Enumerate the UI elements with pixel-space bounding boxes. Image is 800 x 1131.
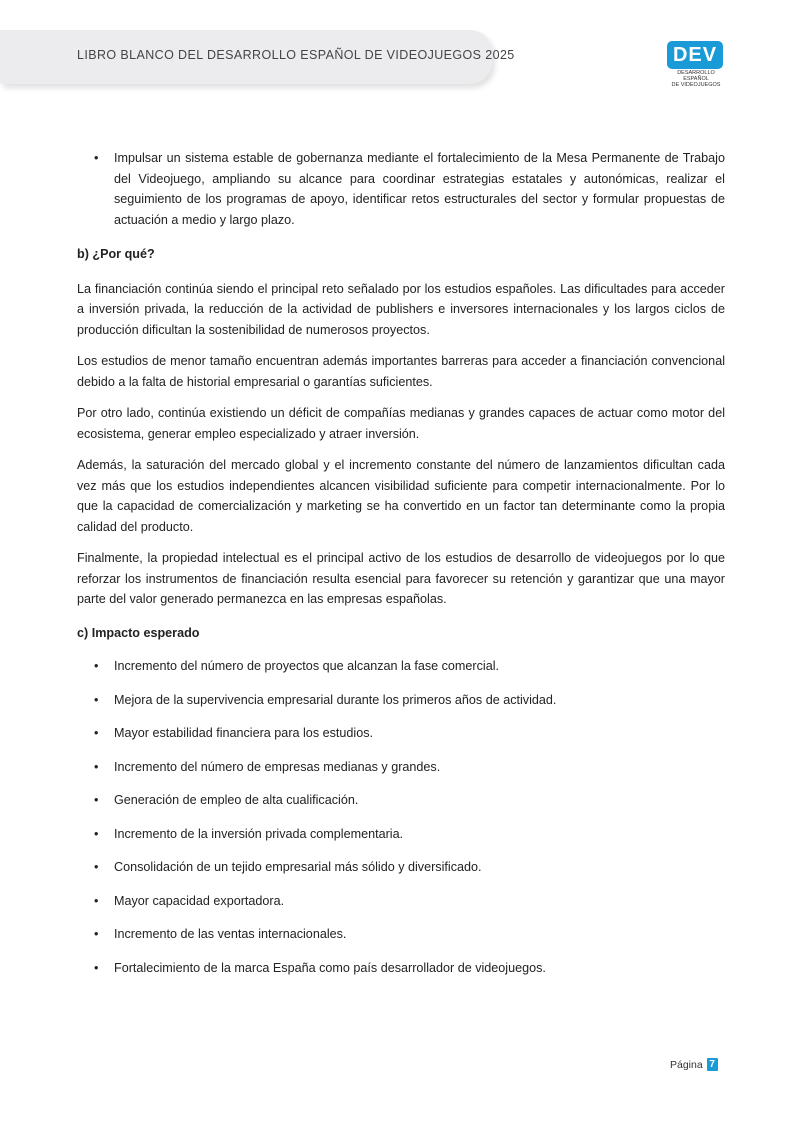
paragraph: Por otro lado, continúa existiendo un déficit de compañías medianas y grandes capaces de actuar como motor del ecosistema, generar empleo especializado y atraer inversión. [77, 406, 725, 441]
bullet-icon: • [94, 893, 99, 908]
list-item-text: Incremento de la inversión privada complementaria. [114, 826, 404, 841]
page-footer [670, 1058, 718, 1071]
list-item [77, 924, 725, 945]
list-item-text: Incremento de las ventas internacionales. [114, 927, 347, 941]
list-item [77, 148, 725, 230]
list-item [77, 757, 725, 778]
paragraph: Los estudios de menor tamaño encuentran además importantes barreras para acceder a financiación convencional debido a la falta de historial empresarial o garantías suficientes. [77, 354, 725, 389]
paragraph: La financiación continúa siendo el principal reto señalado por los estudios españoles. Las dificultades para acceder a inversión privada, la reducción de la actividad de publishers e inversores internacionales y los largos ciclos de producción dificultan la sostenibilidad de numerosos proyectos. [77, 281, 725, 337]
bullet-icon: • [94, 927, 99, 941]
list-item [77, 656, 725, 677]
list-item [77, 824, 725, 845]
logo-subtitle-line-1: DESARROLLO ESPAÑOL [677, 70, 715, 82]
list-item [77, 723, 725, 744]
bullet-icon: • [94, 860, 99, 874]
list-item-text: Incremento del número de empresas medianas y grandes. [114, 759, 441, 774]
list-item [77, 790, 725, 811]
bullet-icon: • [94, 692, 99, 707]
impact-list [77, 656, 725, 978]
logo-subtitle [667, 70, 725, 88]
bullet-icon: • [94, 793, 99, 807]
list-item-text: Mayor capacidad exportadora. [114, 893, 285, 908]
section-heading-c: c) Impacto esperado [77, 625, 200, 640]
paragraph: Además, la saturación del mercado global y el incremento constante del número de lanzamientos dificultan cada vez más que los estudios independientes alcancen visibilidad suficiente para competir internacionalmente. Por lo que la capacidad de comercialización y marketing se ha convertido en un factor tan determinante como la propia calidad del producto. [77, 458, 725, 534]
list-item-text: Fortalecimiento de la marca España como país desarrollador de videojuegos. [114, 960, 546, 975]
bullet-icon: • [94, 151, 99, 165]
logo-badge [667, 41, 723, 69]
list-item [77, 958, 725, 979]
bullet-icon: • [94, 826, 99, 841]
logo-subtitle-line-2: DE VIDEOJUEGOS [671, 82, 721, 88]
page-content [77, 148, 725, 978]
list-item-text: Generación de empleo de alta cualificación. [114, 793, 359, 807]
bullet-icon: • [94, 659, 99, 673]
bullet-icon: • [94, 759, 99, 774]
bullet-icon: • [94, 726, 99, 740]
list-item-text: Mayor estabilidad financiera para los estudios. [114, 726, 374, 740]
dev-logo [667, 41, 725, 88]
section-heading-b: b) ¿Por qué? [77, 247, 155, 261]
list-item [77, 690, 725, 711]
logo-text: DEV [672, 44, 718, 66]
page-number: 7 [707, 1058, 718, 1071]
list-item-text: Impulsar un sistema estable de gobernanza mediante el fortalecimiento de la Mesa Permanente de Trabajo del Videojuego, ampliando su alcance para coordinar estrategias estatales y autonómicas, realizar el seguimiento de los programas de apoyo, identificar retos estructurales del sector y formular propuestas de actuación a medio y largo plazo. [114, 151, 725, 227]
list-item [77, 891, 725, 912]
list-item-text: Incremento del número de proyectos que alcanzan la fase comercial. [114, 659, 500, 673]
list-item-text: Consolidación de un tejido empresarial más sólido y diversificado. [114, 860, 482, 874]
list-item-text: Mejora de la supervivencia empresarial durante los primeros años de actividad. [114, 692, 557, 707]
paragraph: Finalmente, la propiedad intelectual es el principal activo de los estudios de desarrollo de videojuegos por lo que reforzar los instrumentos de financiación resulta esencial para favorecer su retención y garantizar que una mayor parte del valor generado permanezca en las empresas españolas. [77, 551, 725, 606]
bullet-icon: • [94, 960, 99, 975]
list-item [77, 857, 725, 878]
document-title: LIBRO BLANCO DEL DESARROLLO ESPAÑOL DE VIDEOJUEGOS 2025 [77, 48, 515, 62]
page-label: Página [670, 1058, 703, 1071]
